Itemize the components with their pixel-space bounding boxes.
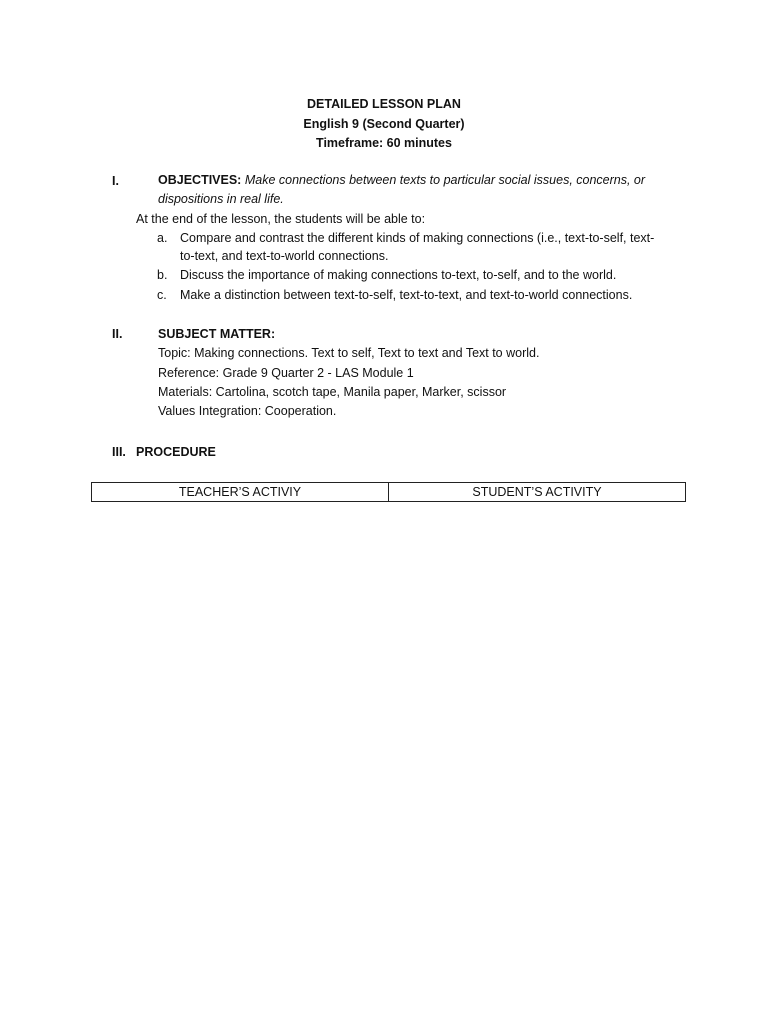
subject-values: Values Integration: Cooperation. (158, 404, 337, 418)
objective-item-b: Discuss the importance of making connections to-text, to-self, and to the world. (180, 268, 617, 282)
list-item-marker: a. (157, 231, 168, 245)
procedure-label: PROCEDURE (136, 445, 216, 459)
objectives-intro: At the end of the lesson, the students will be able to: (136, 212, 426, 226)
section-number: III. (112, 445, 126, 459)
section-number: I. (112, 174, 119, 188)
document-subject: English 9 (Second Quarter) (303, 116, 465, 131)
document-title: DETAILED LESSON PLAN (307, 97, 461, 111)
objective-item-a: Compare and contrast the different kinds of making connections (i.e., text-to-self, text- (180, 231, 655, 245)
objective-item-a-cont: to-text, and text-to-world connections. (180, 249, 389, 263)
subject-matter-label: SUBJECT MATTER: (158, 327, 276, 341)
list-item-marker: b. (157, 268, 168, 282)
document-timeframe: Timeframe: 60 minutes (316, 136, 452, 150)
column-header-student: STUDENT’S ACTIVITY (389, 483, 686, 502)
objectives-statement-cont: dispositions in real life. (158, 192, 284, 206)
table-header-row (92, 483, 686, 502)
document-header (0, 95, 768, 154)
subject-reference: Reference: Grade 9 Quarter 2 - LAS Module 1 (158, 366, 414, 380)
column-header-teacher: TEACHER’S ACTIVIY (92, 483, 389, 502)
subject-topic: Topic: Making connections. Text to self, Text to text and Text to world. (158, 346, 540, 360)
subject-materials: Materials: Cartolina, scotch tape, Manila paper, Marker, scissor (158, 385, 507, 399)
objectives-statement: Make connections between texts to particular social issues, concerns, or (244, 173, 646, 187)
objectives-heading-line (158, 171, 645, 190)
list-item-marker: c. (157, 288, 167, 302)
section-number: II. (112, 327, 123, 341)
objectives-label: OBJECTIVES: (158, 173, 242, 187)
procedure-table (91, 482, 686, 502)
objective-item-c: Make a distinction between text-to-self, text-to-text, and text-to-world connections. (180, 288, 633, 302)
